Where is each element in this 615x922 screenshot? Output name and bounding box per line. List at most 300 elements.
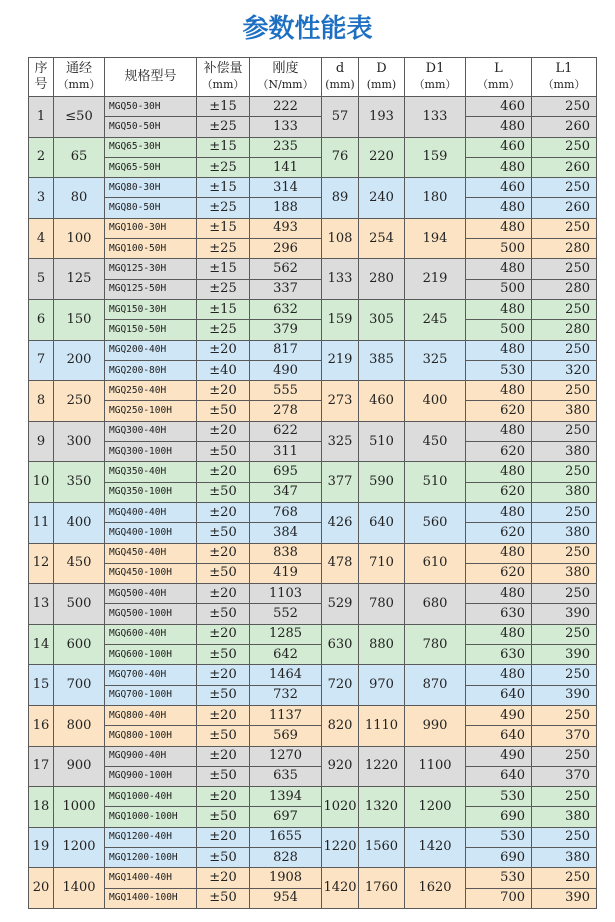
L-cell: 480 <box>466 421 532 441</box>
header-model: 规格型号 <box>105 58 197 97</box>
L-cell: 460 <box>466 178 532 198</box>
stiffness-cell: 188 <box>250 198 322 218</box>
L1-cell: 250 <box>532 462 597 482</box>
stiffness-cell: 1655 <box>250 827 322 847</box>
comp-cell: ±20 <box>197 462 250 482</box>
model-cell: MGQ400-100H <box>105 523 197 543</box>
L1-cell: 380 <box>532 523 597 543</box>
d-cell: 273 <box>322 381 359 422</box>
D1-cell: 159 <box>405 137 466 178</box>
d-cell: 529 <box>322 584 359 625</box>
d-cell: 426 <box>322 502 359 543</box>
comp-cell: ±20 <box>197 543 250 563</box>
D-cell: 1220 <box>359 746 405 787</box>
model-cell: MGQ800-100H <box>105 726 197 746</box>
seq-cell: 9 <box>29 421 54 462</box>
L-cell: 700 <box>466 888 532 908</box>
comp-cell: ±25 <box>197 157 250 177</box>
L1-cell: 250 <box>532 340 597 360</box>
L1-cell: 370 <box>532 766 597 786</box>
L-cell: 500 <box>466 320 532 340</box>
d-cell: 1420 <box>322 868 359 909</box>
model-cell: MGQ500-100H <box>105 604 197 624</box>
seq-cell: 4 <box>29 218 54 259</box>
seq-cell: 10 <box>29 462 54 503</box>
table-row <box>29 746 597 766</box>
table-row <box>29 726 597 746</box>
comp-cell: ±20 <box>197 746 250 766</box>
L1-cell: 250 <box>532 137 597 157</box>
model-cell: MGQ125-50H <box>105 279 197 299</box>
D-cell: 240 <box>359 178 405 219</box>
table-row <box>29 117 597 137</box>
L-cell: 530 <box>466 827 532 847</box>
L-cell: 480 <box>466 502 532 522</box>
comp-cell: ±50 <box>197 563 250 583</box>
dn-cell: 125 <box>54 259 105 300</box>
D-cell: 1320 <box>359 787 405 828</box>
model-cell: MGQ600-100H <box>105 645 197 665</box>
stiffness-cell: 954 <box>250 888 322 908</box>
stiffness-cell: 419 <box>250 563 322 583</box>
table-row <box>29 705 597 725</box>
stiffness-cell: 493 <box>250 218 322 238</box>
D1-cell: 1200 <box>405 787 466 828</box>
d-cell: 1020 <box>322 787 359 828</box>
table-row <box>29 827 597 847</box>
L1-cell: 390 <box>532 645 597 665</box>
comp-cell: ±50 <box>197 523 250 543</box>
L1-cell: 370 <box>532 726 597 746</box>
model-cell: MGQ450-40H <box>105 543 197 563</box>
L1-cell: 380 <box>532 563 597 583</box>
L1-cell: 250 <box>532 97 597 117</box>
L-cell: 480 <box>466 624 532 644</box>
comp-cell: ±20 <box>197 381 250 401</box>
D1-cell: 990 <box>405 705 466 746</box>
L-cell: 480 <box>466 543 532 563</box>
model-cell: MGQ900-100H <box>105 766 197 786</box>
comp-cell: ±50 <box>197 442 250 462</box>
comp-cell: ±20 <box>197 624 250 644</box>
d-cell: 219 <box>322 340 359 381</box>
stiffness-cell: 278 <box>250 401 322 421</box>
header-row <box>29 58 597 97</box>
L-cell: 620 <box>466 563 532 583</box>
comp-cell: ±25 <box>197 320 250 340</box>
d-cell: 820 <box>322 705 359 746</box>
table-row <box>29 360 597 380</box>
comp-cell: ±20 <box>197 584 250 604</box>
D1-cell: 400 <box>405 381 466 422</box>
D1-cell: 325 <box>405 340 466 381</box>
d-cell: 1220 <box>322 827 359 868</box>
comp-cell: ±15 <box>197 178 250 198</box>
model-cell: MGQ100-50H <box>105 239 197 259</box>
stiffness-cell: 1464 <box>250 665 322 685</box>
dn-cell: ≤50 <box>54 97 105 138</box>
header-L: L （mm） <box>466 58 532 97</box>
comp-cell: ±40 <box>197 360 250 380</box>
L1-cell: 250 <box>532 787 597 807</box>
D1-cell: 1420 <box>405 827 466 868</box>
table-row <box>29 178 597 198</box>
comp-cell: ±20 <box>197 827 250 847</box>
comp-cell: ±25 <box>197 279 250 299</box>
L1-cell: 250 <box>532 868 597 888</box>
L1-cell: 380 <box>532 847 597 867</box>
model-cell: MGQ50-50H <box>105 117 197 137</box>
dn-cell: 600 <box>54 624 105 665</box>
L-cell: 460 <box>466 137 532 157</box>
L-cell: 630 <box>466 604 532 624</box>
comp-cell: ±25 <box>197 117 250 137</box>
comp-cell: ±20 <box>197 868 250 888</box>
L1-cell: 280 <box>532 279 597 299</box>
L1-cell: 380 <box>532 442 597 462</box>
D-cell: 880 <box>359 624 405 665</box>
D1-cell: 680 <box>405 584 466 625</box>
stiffness-cell: 133 <box>250 117 322 137</box>
D-cell: 254 <box>359 218 405 259</box>
d-cell: 76 <box>322 137 359 178</box>
header-dn: 通经 （mm） <box>54 58 105 97</box>
stiffness-cell: 1270 <box>250 746 322 766</box>
L-cell: 480 <box>466 584 532 604</box>
table-row <box>29 523 597 543</box>
L-cell: 530 <box>466 787 532 807</box>
L-cell: 640 <box>466 726 532 746</box>
table-row <box>29 442 597 462</box>
L-cell: 620 <box>466 523 532 543</box>
model-cell: MGQ250-100H <box>105 401 197 421</box>
stiffness-cell: 337 <box>250 279 322 299</box>
dn-cell: 200 <box>54 340 105 381</box>
d-cell: 377 <box>322 462 359 503</box>
header-stiffness: 刚度 （N/mm） <box>250 58 322 97</box>
stiffness-cell: 569 <box>250 726 322 746</box>
comp-cell: ±20 <box>197 787 250 807</box>
L1-cell: 280 <box>532 239 597 259</box>
model-cell: MGQ700-40H <box>105 665 197 685</box>
model-cell: MGQ125-30H <box>105 259 197 279</box>
model-cell: MGQ1000-100H <box>105 807 197 827</box>
model-cell: MGQ150-30H <box>105 299 197 319</box>
stiffness-cell: 768 <box>250 502 322 522</box>
table-row <box>29 868 597 888</box>
L-cell: 480 <box>466 218 532 238</box>
d-cell: 108 <box>322 218 359 259</box>
D-cell: 590 <box>359 462 405 503</box>
L-cell: 480 <box>466 198 532 218</box>
table-row <box>29 239 597 259</box>
seq-cell: 19 <box>29 827 54 868</box>
model-cell: MGQ800-40H <box>105 705 197 725</box>
L1-cell: 250 <box>532 827 597 847</box>
table-row <box>29 421 597 441</box>
table-row <box>29 97 597 117</box>
stiffness-cell: 296 <box>250 239 322 259</box>
L-cell: 500 <box>466 239 532 259</box>
D-cell: 193 <box>359 97 405 138</box>
stiffness-cell: 141 <box>250 157 322 177</box>
model-cell: MGQ65-30H <box>105 137 197 157</box>
dn-cell: 400 <box>54 502 105 543</box>
model-cell: MGQ200-40H <box>105 340 197 360</box>
L-cell: 530 <box>466 868 532 888</box>
L-cell: 490 <box>466 746 532 766</box>
stiffness-cell: 379 <box>250 320 322 340</box>
table-row <box>29 847 597 867</box>
comp-cell: ±20 <box>197 502 250 522</box>
table-row <box>29 665 597 685</box>
table-row <box>29 563 597 583</box>
comp-cell: ±20 <box>197 340 250 360</box>
table-row <box>29 766 597 786</box>
stiffness-cell: 552 <box>250 604 322 624</box>
L1-cell: 250 <box>532 746 597 766</box>
seq-cell: 18 <box>29 787 54 828</box>
L1-cell: 250 <box>532 218 597 238</box>
table-row <box>29 685 597 705</box>
model-cell: MGQ300-100H <box>105 442 197 462</box>
table-row <box>29 502 597 522</box>
L1-cell: 250 <box>532 178 597 198</box>
table-row <box>29 888 597 908</box>
table-row <box>29 279 597 299</box>
comp-cell: ±50 <box>197 685 250 705</box>
comp-cell: ±50 <box>197 604 250 624</box>
table-row <box>29 340 597 360</box>
table-row <box>29 259 597 279</box>
d-cell: 325 <box>322 421 359 462</box>
D-cell: 1560 <box>359 827 405 868</box>
table-row <box>29 218 597 238</box>
d-cell: 920 <box>322 746 359 787</box>
stiffness-cell: 1285 <box>250 624 322 644</box>
dn-cell: 80 <box>54 178 105 219</box>
stiffness-cell: 622 <box>250 421 322 441</box>
dn-cell: 300 <box>54 421 105 462</box>
model-cell: MGQ500-40H <box>105 584 197 604</box>
D1-cell: 510 <box>405 462 466 503</box>
model-cell: MGQ1400-40H <box>105 868 197 888</box>
model-cell: MGQ50-30H <box>105 97 197 117</box>
table-row <box>29 787 597 807</box>
comp-cell: ±15 <box>197 137 250 157</box>
seq-cell: 1 <box>29 97 54 138</box>
model-cell: MGQ700-100H <box>105 685 197 705</box>
L-cell: 690 <box>466 807 532 827</box>
L1-cell: 250 <box>532 624 597 644</box>
comp-cell: ±20 <box>197 421 250 441</box>
seq-cell: 15 <box>29 665 54 706</box>
dn-cell: 450 <box>54 543 105 584</box>
page-title: 参数性能表 <box>242 14 373 44</box>
dn-cell: 1200 <box>54 827 105 868</box>
header-L1: L1 （mm） <box>532 58 597 97</box>
stiffness-cell: 222 <box>250 97 322 117</box>
L-cell: 480 <box>466 462 532 482</box>
model-cell: MGQ80-50H <box>105 198 197 218</box>
L1-cell: 250 <box>532 543 597 563</box>
seq-cell: 5 <box>29 259 54 300</box>
L1-cell: 380 <box>532 807 597 827</box>
stiffness-cell: 732 <box>250 685 322 705</box>
stiffness-cell: 635 <box>250 766 322 786</box>
table-row <box>29 401 597 421</box>
comp-cell: ±20 <box>197 705 250 725</box>
comp-cell: ±50 <box>197 807 250 827</box>
D-cell: 970 <box>359 665 405 706</box>
table-row <box>29 543 597 563</box>
d-cell: 630 <box>322 624 359 665</box>
table-row <box>29 462 597 482</box>
L1-cell: 250 <box>532 381 597 401</box>
seq-cell: 2 <box>29 137 54 178</box>
D-cell: 1760 <box>359 868 405 909</box>
D1-cell: 133 <box>405 97 466 138</box>
seq-cell: 8 <box>29 381 54 422</box>
L1-cell: 380 <box>532 401 597 421</box>
model-cell: MGQ65-50H <box>105 157 197 177</box>
L1-cell: 250 <box>532 584 597 604</box>
d-cell: 57 <box>322 97 359 138</box>
model-cell: MGQ450-100H <box>105 563 197 583</box>
stiffness-cell: 1394 <box>250 787 322 807</box>
L-cell: 480 <box>466 259 532 279</box>
L1-cell: 280 <box>532 320 597 340</box>
seq-cell: 6 <box>29 299 54 340</box>
stiffness-cell: 347 <box>250 482 322 502</box>
model-cell: MGQ1000-40H <box>105 787 197 807</box>
seq-cell: 20 <box>29 868 54 909</box>
L1-cell: 250 <box>532 502 597 522</box>
seq-cell: 16 <box>29 705 54 746</box>
model-cell: MGQ600-40H <box>105 624 197 644</box>
model-cell: MGQ250-40H <box>105 381 197 401</box>
L1-cell: 250 <box>532 421 597 441</box>
D-cell: 710 <box>359 543 405 584</box>
D1-cell: 180 <box>405 178 466 219</box>
stiffness-cell: 642 <box>250 645 322 665</box>
stiffness-cell: 632 <box>250 299 322 319</box>
L-cell: 460 <box>466 97 532 117</box>
comp-cell: ±50 <box>197 726 250 746</box>
L1-cell: 380 <box>532 482 597 502</box>
dn-cell: 65 <box>54 137 105 178</box>
stiffness-cell: 817 <box>250 340 322 360</box>
table-row <box>29 624 597 644</box>
D-cell: 385 <box>359 340 405 381</box>
L-cell: 530 <box>466 360 532 380</box>
comp-cell: ±15 <box>197 218 250 238</box>
L1-cell: 390 <box>532 604 597 624</box>
L-cell: 480 <box>466 340 532 360</box>
comp-cell: ±50 <box>197 847 250 867</box>
dn-cell: 150 <box>54 299 105 340</box>
comp-cell: ±20 <box>197 665 250 685</box>
D1-cell: 610 <box>405 543 466 584</box>
stiffness-cell: 384 <box>250 523 322 543</box>
comp-cell: ±15 <box>197 97 250 117</box>
spec-table <box>28 57 597 909</box>
stiffness-cell: 235 <box>250 137 322 157</box>
D-cell: 280 <box>359 259 405 300</box>
comp-cell: ±15 <box>197 259 250 279</box>
seq-cell: 12 <box>29 543 54 584</box>
comp-cell: ±25 <box>197 198 250 218</box>
seq-cell: 11 <box>29 502 54 543</box>
L1-cell: 260 <box>532 157 597 177</box>
model-cell: MGQ1200-40H <box>105 827 197 847</box>
stiffness-cell: 838 <box>250 543 322 563</box>
D1-cell: 780 <box>405 624 466 665</box>
D1-cell: 1100 <box>405 746 466 787</box>
stiffness-cell: 490 <box>250 360 322 380</box>
stiffness-cell: 828 <box>250 847 322 867</box>
model-cell: MGQ150-50H <box>105 320 197 340</box>
table-row <box>29 137 597 157</box>
model-cell: MGQ350-100H <box>105 482 197 502</box>
d-cell: 478 <box>322 543 359 584</box>
header-D: D (mm) <box>359 58 405 97</box>
L-cell: 620 <box>466 482 532 502</box>
header-seq: 序 号 <box>29 58 54 97</box>
table-row <box>29 645 597 665</box>
L-cell: 480 <box>466 665 532 685</box>
model-cell: MGQ400-40H <box>105 502 197 522</box>
D-cell: 510 <box>359 421 405 462</box>
model-cell: MGQ100-30H <box>105 218 197 238</box>
L-cell: 480 <box>466 381 532 401</box>
comp-cell: ±50 <box>197 645 250 665</box>
stiffness-cell: 1103 <box>250 584 322 604</box>
dn-cell: 250 <box>54 381 105 422</box>
dn-cell: 1400 <box>54 868 105 909</box>
table-row <box>29 320 597 340</box>
stiffness-cell: 562 <box>250 259 322 279</box>
L-cell: 620 <box>466 401 532 421</box>
model-cell: MGQ900-40H <box>105 746 197 766</box>
model-cell: MGQ80-30H <box>105 178 197 198</box>
table-row <box>29 584 597 604</box>
dn-cell: 800 <box>54 705 105 746</box>
D1-cell: 1620 <box>405 868 466 909</box>
L1-cell: 260 <box>532 117 597 137</box>
d-cell: 133 <box>322 259 359 300</box>
D1-cell: 450 <box>405 421 466 462</box>
model-cell: MGQ200-80H <box>105 360 197 380</box>
dn-cell: 900 <box>54 746 105 787</box>
L-cell: 480 <box>466 117 532 137</box>
dn-cell: 350 <box>54 462 105 503</box>
L-cell: 630 <box>466 645 532 665</box>
header-comp: 补偿量 （mm） <box>197 58 250 97</box>
comp-cell: ±50 <box>197 888 250 908</box>
L1-cell: 320 <box>532 360 597 380</box>
L1-cell: 390 <box>532 685 597 705</box>
comp-cell: ±15 <box>197 299 250 319</box>
table-row <box>29 482 597 502</box>
stiffness-cell: 697 <box>250 807 322 827</box>
header-D1: D1 （mm） <box>405 58 466 97</box>
table-row <box>29 299 597 319</box>
D1-cell: 560 <box>405 502 466 543</box>
stiffness-cell: 1908 <box>250 868 322 888</box>
comp-cell: ±50 <box>197 401 250 421</box>
stiffness-cell: 314 <box>250 178 322 198</box>
